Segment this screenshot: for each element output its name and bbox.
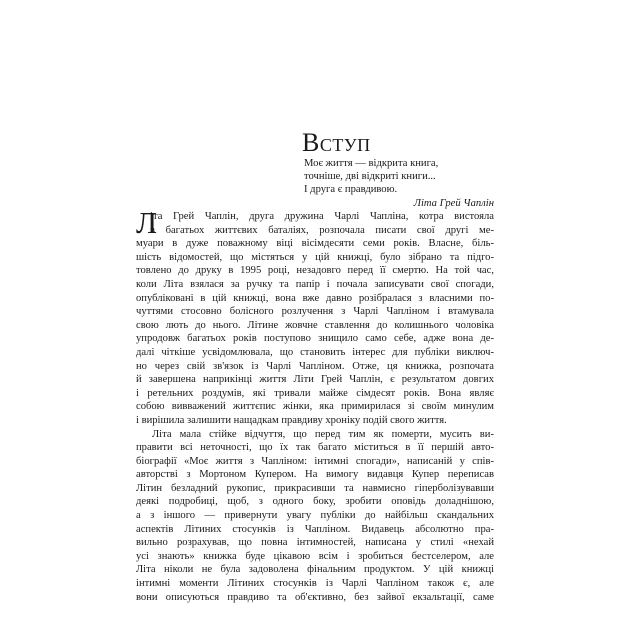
epigraph-line: Моє життя — відкрита книга, bbox=[304, 158, 439, 169]
body-line: опубліковані в цій книжці, вона вже давно розібралася з власними по- bbox=[136, 292, 494, 304]
body-line: коли Літа взялася за ручку та папір і почала записувати свої спогади, bbox=[136, 278, 494, 290]
body-line: й завершена наприкінці життя Літи Грей Чаплін, є результатом довгих bbox=[136, 374, 494, 386]
body-text bbox=[136, 205, 494, 604]
body-line: деякі подробиці, щоб, з одного боку, зробити оповідь доладнішою, bbox=[136, 496, 494, 508]
epigraph-line: точніше, дві відкриті книги... bbox=[304, 171, 436, 183]
body-line: вони описуються правдиво та об'єктивно, без зайвої екзальтації, саме bbox=[136, 591, 494, 603]
body-line: упродовж багатьох років поступово знищило само себе, адже вона де- bbox=[136, 333, 494, 345]
body-line: а з іншого — привернути увагу публіки до найбільш скандальних bbox=[136, 510, 494, 522]
body-line: чуттями стосовно болісного розлучення з Чарлі Чапліном і втамувала bbox=[136, 306, 494, 318]
body-line: Літа мала стійке відчуття, що перед тим як померти, мусить ви- bbox=[152, 428, 494, 440]
body-line: Літин безладний рукопис, прикрасивши та навмисно гіперболізувавши bbox=[136, 482, 494, 494]
epigraph-line: І друга є правдивою. bbox=[304, 184, 398, 196]
body-line: далі чіткіше усвідомлювала, що становить інтерес для публіки виключ- bbox=[136, 346, 494, 358]
body-line: і вирішила залишити нащадкам правдиву хроніку подій свого життя. bbox=[136, 414, 447, 426]
body-line: аспектів Літиних стосунків із Чапліном. Видавець абсолютно пра- bbox=[136, 523, 494, 535]
body-line: Літа ніколи не була задоволена фінальним продуктом. У цій книжці bbox=[136, 564, 494, 576]
body-line: муари в дуже поважному віці вісімдесяти семи років. Власне, біль- bbox=[136, 238, 494, 250]
epigraph bbox=[304, 157, 494, 210]
body-line: шість відомостей, що містяться у цій книжці, було зібрано та підго- bbox=[136, 251, 494, 263]
epigraph-attribution: Літа Грей Чаплін bbox=[413, 197, 494, 209]
body-line: біографії «Моє життя з Чапліном: інтимні спогади», написаній у спів- bbox=[136, 455, 494, 467]
body-line: но через свій зв'язок із Чарлі Чапліном. Отже, ця книжка, розпочата bbox=[136, 360, 494, 372]
body-line: в багатьох життєвих баталіях, розпочала писати свої другі ме- bbox=[150, 224, 494, 236]
body-line: собою вивважений життєпис жінки, яка примирилася зі своїм минулим bbox=[136, 401, 494, 413]
body-line: усі знають» книжка буде цікавою всім і зробиться бестселером, але bbox=[136, 550, 494, 562]
body-line: авторстві з Мортоном Купером. На вимогу видавця Купер переписав bbox=[136, 469, 494, 481]
body-line: товлено до друку в 1995 році, незадовго перед її смертю. На той час, bbox=[136, 265, 494, 277]
drop-cap: Л bbox=[136, 205, 158, 240]
body-line: і ретельних роздумів, які тривали майже сімдесят років. Вона являє bbox=[136, 387, 494, 399]
chapter-title: Вступ bbox=[302, 128, 371, 157]
body-line: вильно розрахував, що повна інтимностей, написана у стилі «нехай bbox=[136, 537, 494, 549]
body-line: правити всі неточності, що їх так багато міститься в її першій авто- bbox=[136, 442, 494, 454]
body-line: іта Грей Чаплін, друга дружина Чарлі Чапліна, котра вистояла bbox=[150, 211, 494, 222]
body-line: свою лють до нього. Літине жовчне ставлення до колишнього чоловіка bbox=[136, 319, 494, 331]
body-line: інтимні моменти Літиних стосунків із Чарлі Чапліном також є, але bbox=[136, 578, 494, 590]
